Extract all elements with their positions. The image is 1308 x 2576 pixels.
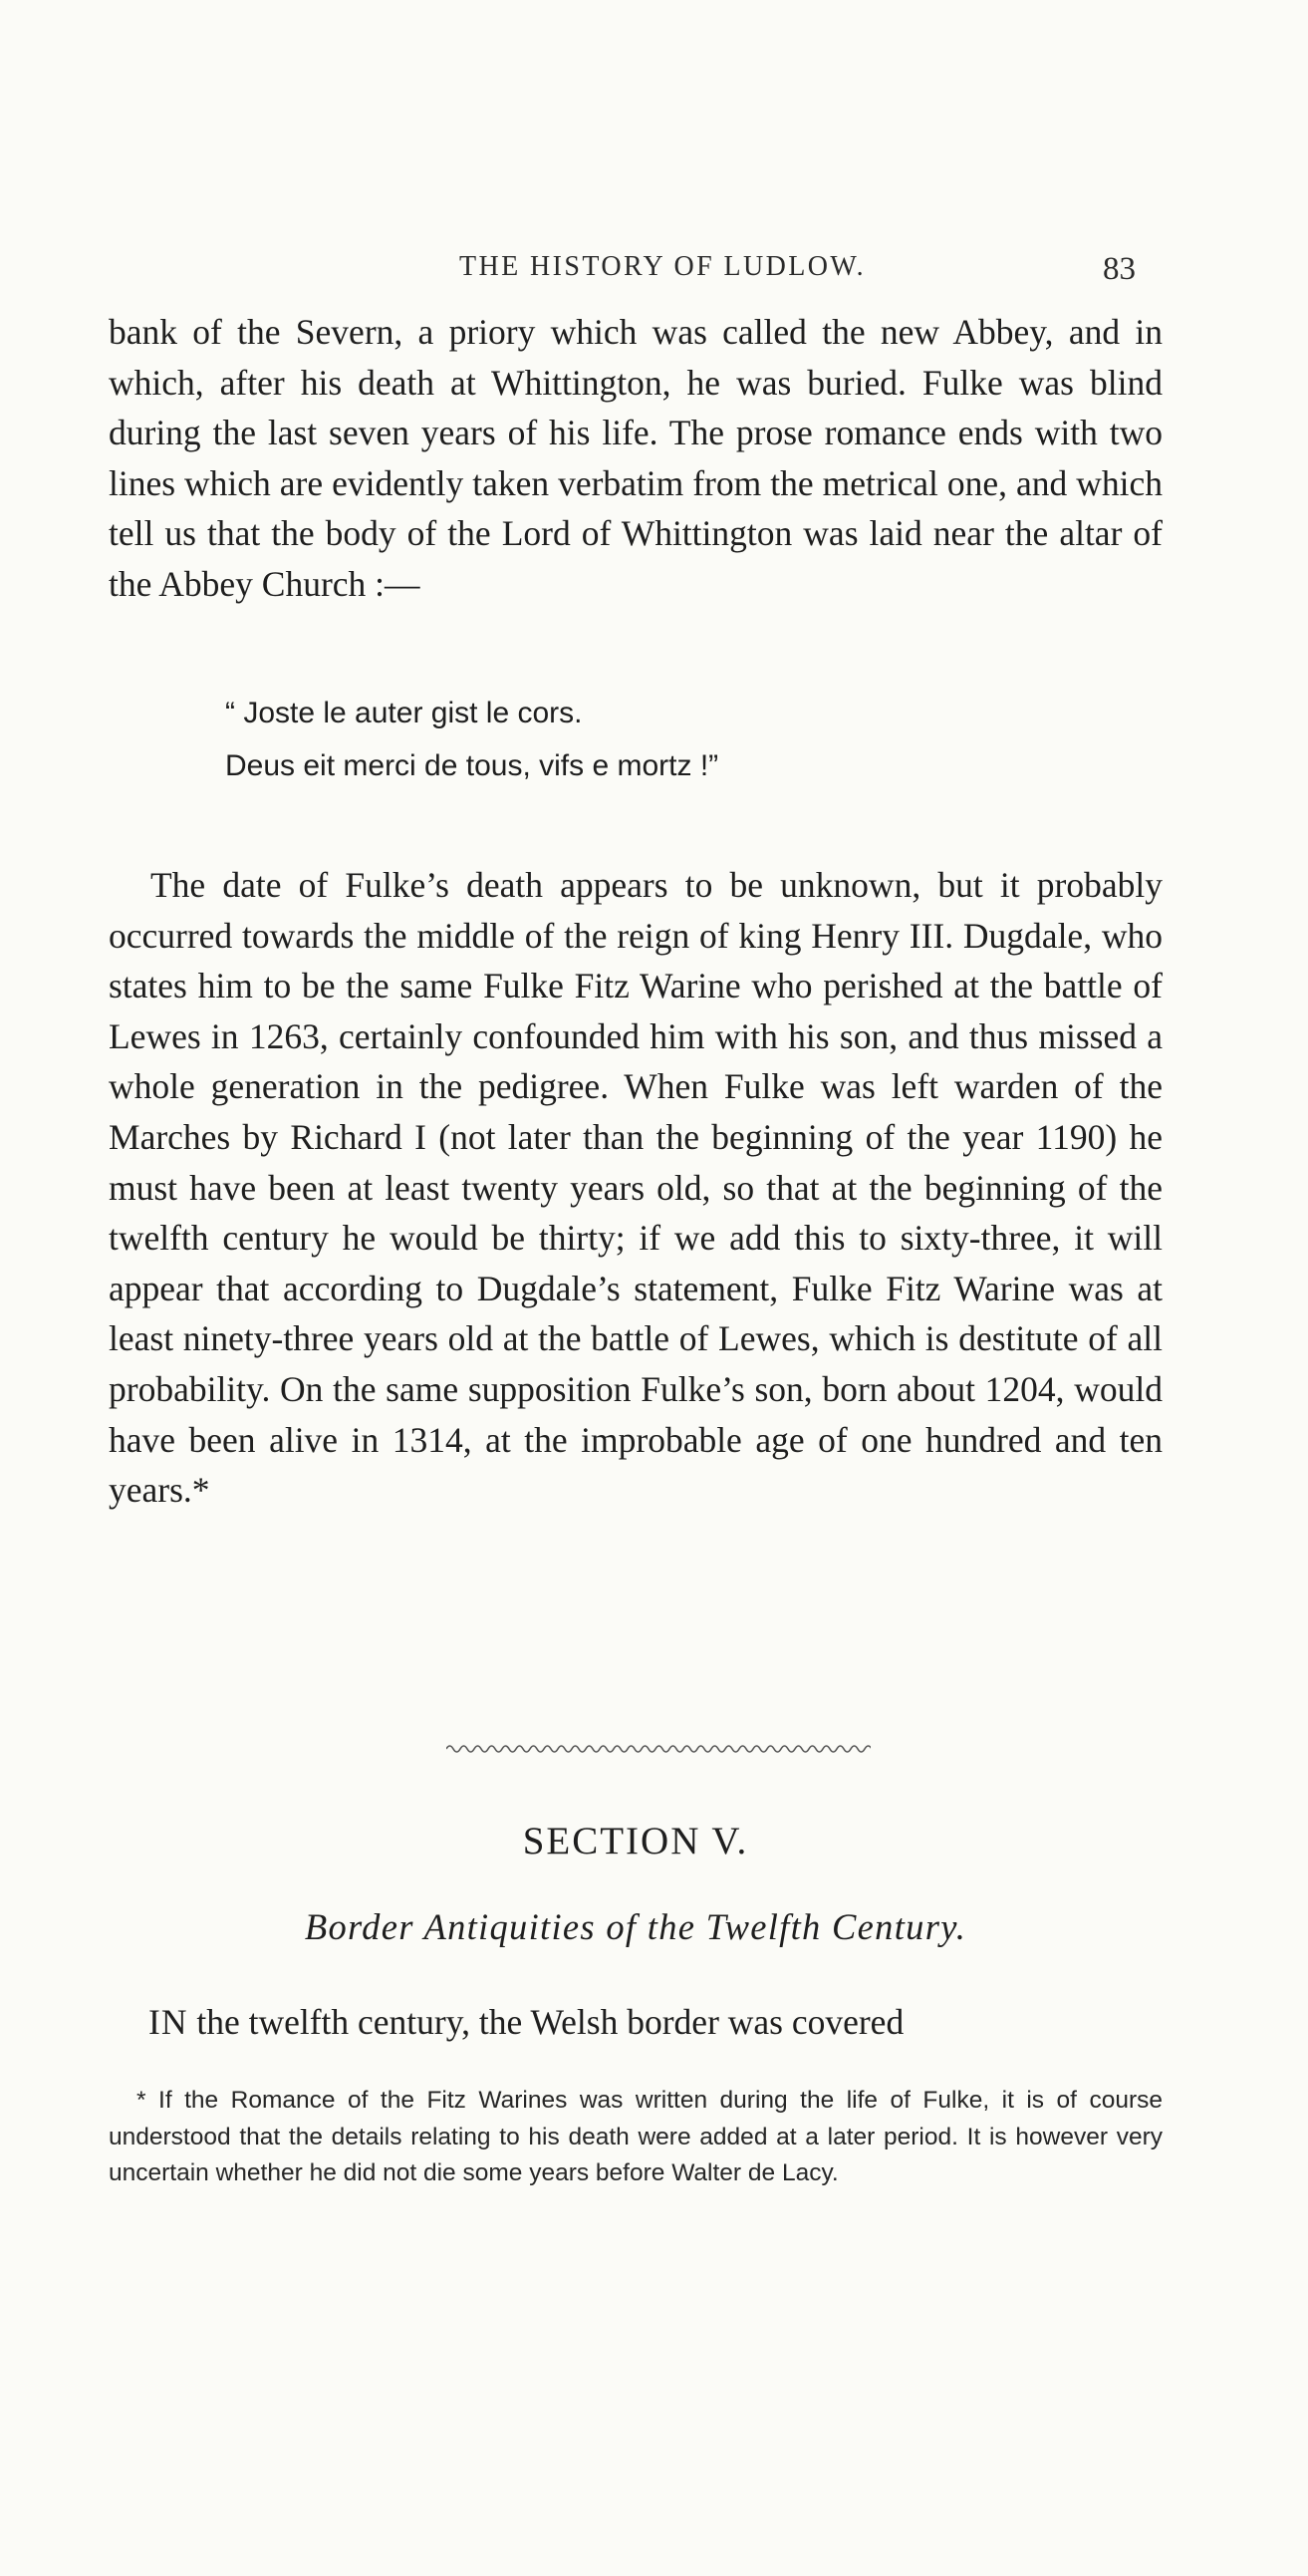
verse-quotation	[207, 687, 1104, 792]
wavy-rule-line	[446, 1746, 871, 1752]
section-heading: SECTION V.	[522, 1820, 749, 1862]
section-opening-text: the twelfth century, the Welsh border was covered	[196, 2002, 905, 2042]
running-head	[189, 251, 1136, 295]
section-opening-word: IN	[148, 2002, 188, 2042]
footnote: * If the Romance of the Fitz Warines was written during the life of Fulke, it is of course understood that the details relating to his death were added at a later period. It is however very uncertain whether he did not die some years before Walter de Lacy.	[109, 2087, 1163, 2187]
page-number: 83	[1103, 251, 1136, 287]
verse-line-2: Deus eit merci de tous, vifs e mortz !”	[225, 749, 719, 782]
section-subtitle: Border Antiquities of the Twelfth Century.	[304, 1906, 967, 1947]
paragraph-section-opening	[109, 1997, 1163, 2048]
paragraph-priory-burial: bank of the Severn, a priory which was called the new Abbey, and in which, after his death at Whittington, he was buried. Fulke was blind during the last seven years of his life. The prose romance ends with two lines which are evidently taken verbatim from the metrical one, and which tell us that the body of the Lord of Whittington was laid near the altar of the Abbey Church :—	[109, 312, 1163, 604]
paragraph-date-of-death: The date of Fulke’s death appears to be unknown, but it probably occurred towards the middle of the reign of king Henry III. Dugdale, who states him to be the same Fulke Fitz Warine who perished at the battle of Lewes in 1263, certainly confounded him with his son, and thus missed a whole generation in the pedigree. When Fulke was left warden of the Marches by Richard I (not later than the beginning of the year 1190) he must have been at least twenty years old, so that at the beginning of the twelfth century he would be thirty; if we add this to sixty-three, it will appear that according to Dugdale’s statement, Fulke Fitz Warine was at least ninety-three years old at the battle of Lewes, which is destitute of all probability. On the same supposition Fulke’s son, born about 1204, would have been alive in 1314, at the improbable age of one hundred and ten years.*	[109, 865, 1163, 1511]
running-title: THE HISTORY OF LUDLOW.	[459, 251, 866, 282]
wavy-rule-ornament	[446, 1741, 871, 1757]
verse-line-1: “ Joste le auter gist le cors.	[225, 697, 583, 729]
